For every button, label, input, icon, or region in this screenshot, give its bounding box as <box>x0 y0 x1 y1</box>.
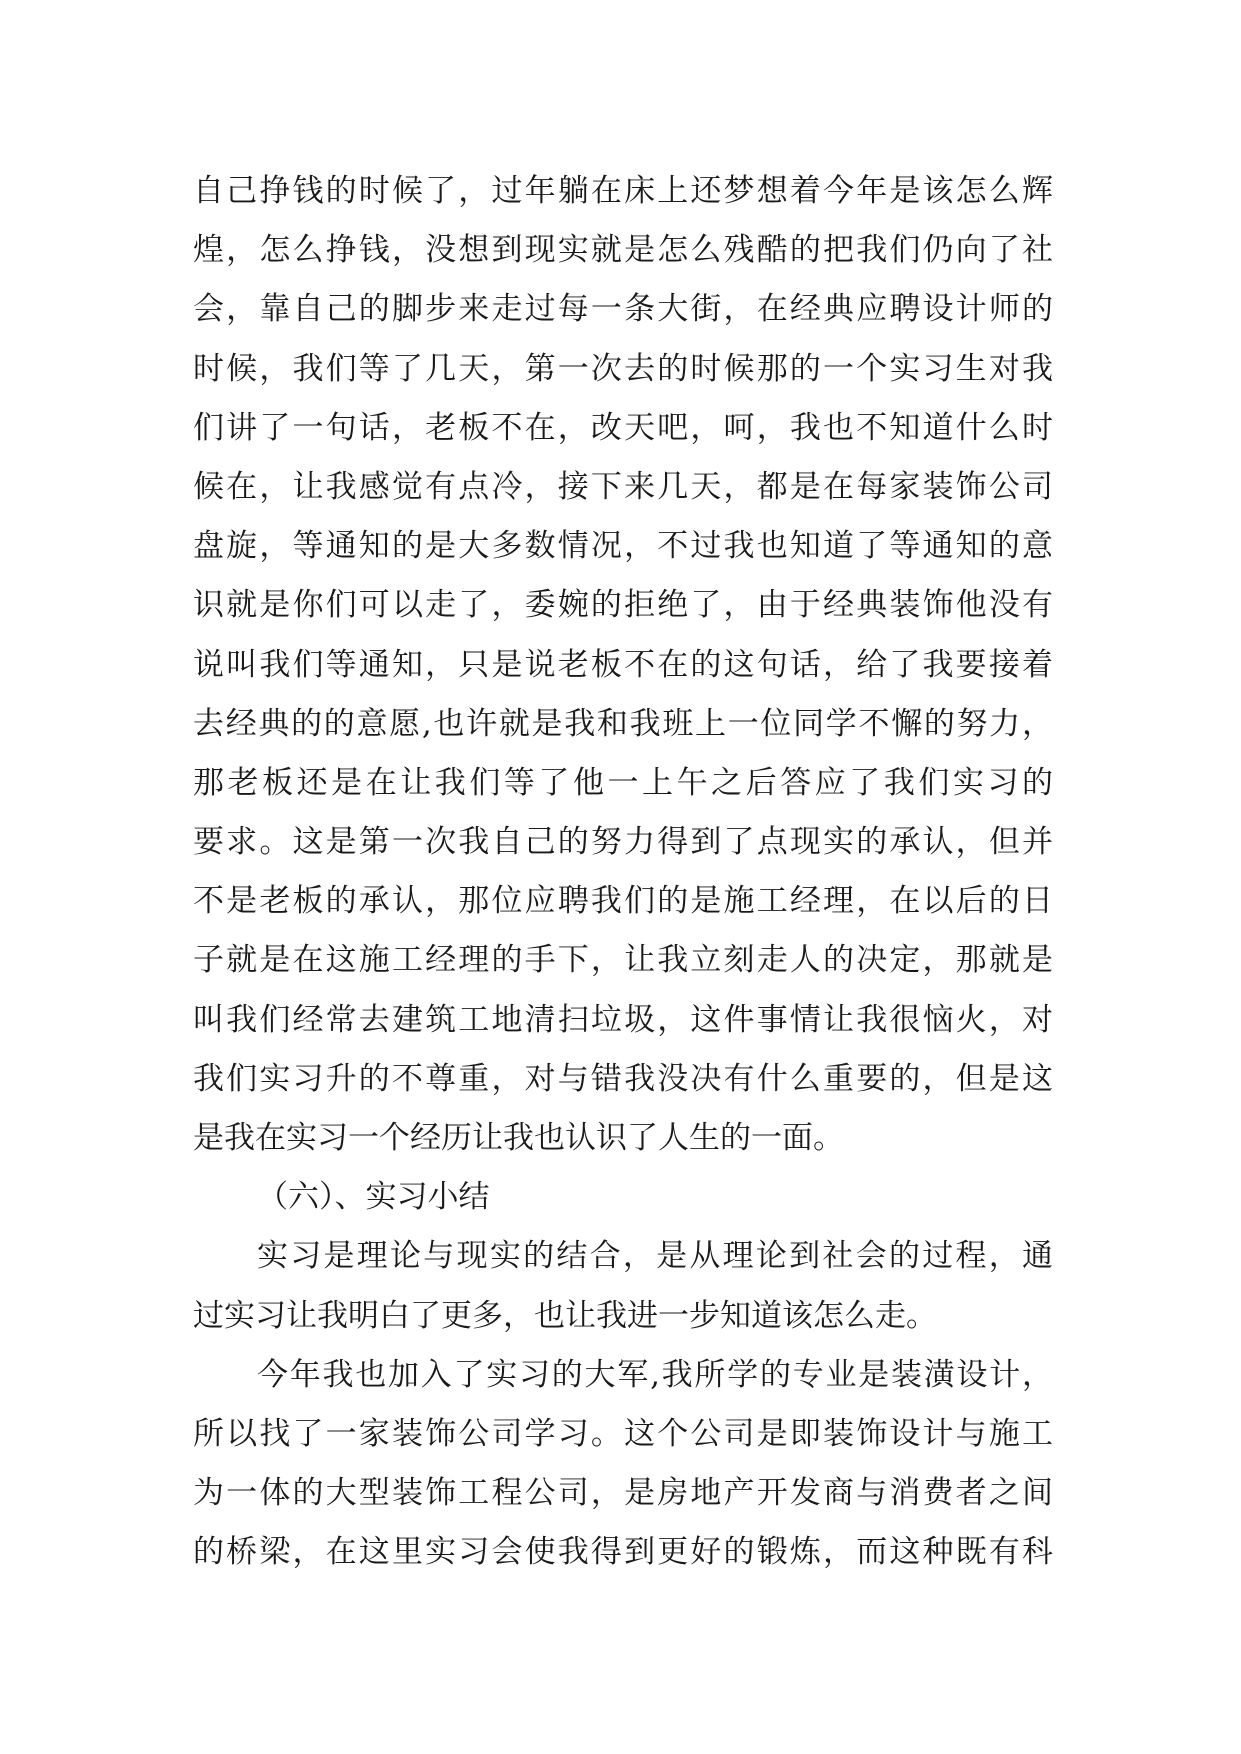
text-line: 会，靠自己的脚步来走过每一条大街，在经典应聘设计师的 <box>193 291 1053 328</box>
text-line: 自己挣钱的时候了，过年躺在床上还梦想着今年是该怎么辉 <box>193 173 1053 209</box>
text-line: 不是老板的承认，那位应聘我们的是施工经理，在以后的日 <box>193 883 1053 920</box>
text-line: 叫我们经常去建筑工地清扫垃圾，这件事情让我很恼火，对 <box>193 1001 1053 1038</box>
text-line: 过实习让我明白了更多，也让我进一步知道该怎么走。 <box>193 1297 937 1334</box>
text-line: 是我在实习一个经历让我也认识了人生的一面。 <box>193 1120 844 1156</box>
text-line: 候在，让我感觉有点冷，接下来几天，都是在每家装饰公司 <box>193 468 1053 505</box>
text-line: 所以找了一家装饰公司学习。这个公司是即装饰设计与施工 <box>193 1415 1053 1452</box>
text-line: 说叫我们等通知，只是说老板不在的这句话，给了我要接着 <box>193 646 1053 683</box>
text-line: 为一体的大型装饰工程公司，是房地产开发商与消费者之间 <box>193 1475 1053 1512</box>
body-text <box>193 162 1053 1583</box>
text-line: 那老板还是在让我们等了他一上午之后答应了我们实习的 <box>193 764 1053 801</box>
paragraph-first-line: 今年我也加入了实习的大军,我所学的专业是装潢设计， <box>257 1356 1053 1393</box>
text-line: 子就是在这施工经理的手下，让我立刻走人的决定，那就是 <box>193 942 1053 979</box>
text-line: 要求。这是第一次我自己的努力得到了点现实的承认，但并 <box>193 824 1053 861</box>
text-line: 盘旋，等通知的是大多数情况，不过我也知道了等通知的意 <box>193 528 1053 565</box>
section-heading: （六）、实习小结 <box>257 1179 490 1216</box>
text-line: 我们实习升的不尊重，对与错我没决有什么重要的，但是这 <box>193 1060 1053 1097</box>
text-line: 识就是你们可以走了，委婉的拒绝了，由于经典装饰他没有 <box>193 587 1053 624</box>
text-line: 时候，我们等了几天，第一次去的时候那的一个实习生对我 <box>193 350 1053 387</box>
text-line: 们讲了一句话，老板不在，改天吧，呵，我也不知道什么时 <box>193 409 1053 446</box>
paragraph-first-line: 实习是理论与现实的结合，是从理论到社会的过程，通 <box>257 1238 1053 1275</box>
text-line: 去经典的的意愿,也许就是我和我班上一位同学不懈的努力， <box>193 705 1053 742</box>
text-line: 煌，怎么挣钱，没想到现实就是怎么残酷的把我们仍向了社 <box>193 232 1053 269</box>
text-line: 的桥梁，在这里实习会使我得到更好的锻炼，而这种既有科 <box>193 1534 1053 1571</box>
